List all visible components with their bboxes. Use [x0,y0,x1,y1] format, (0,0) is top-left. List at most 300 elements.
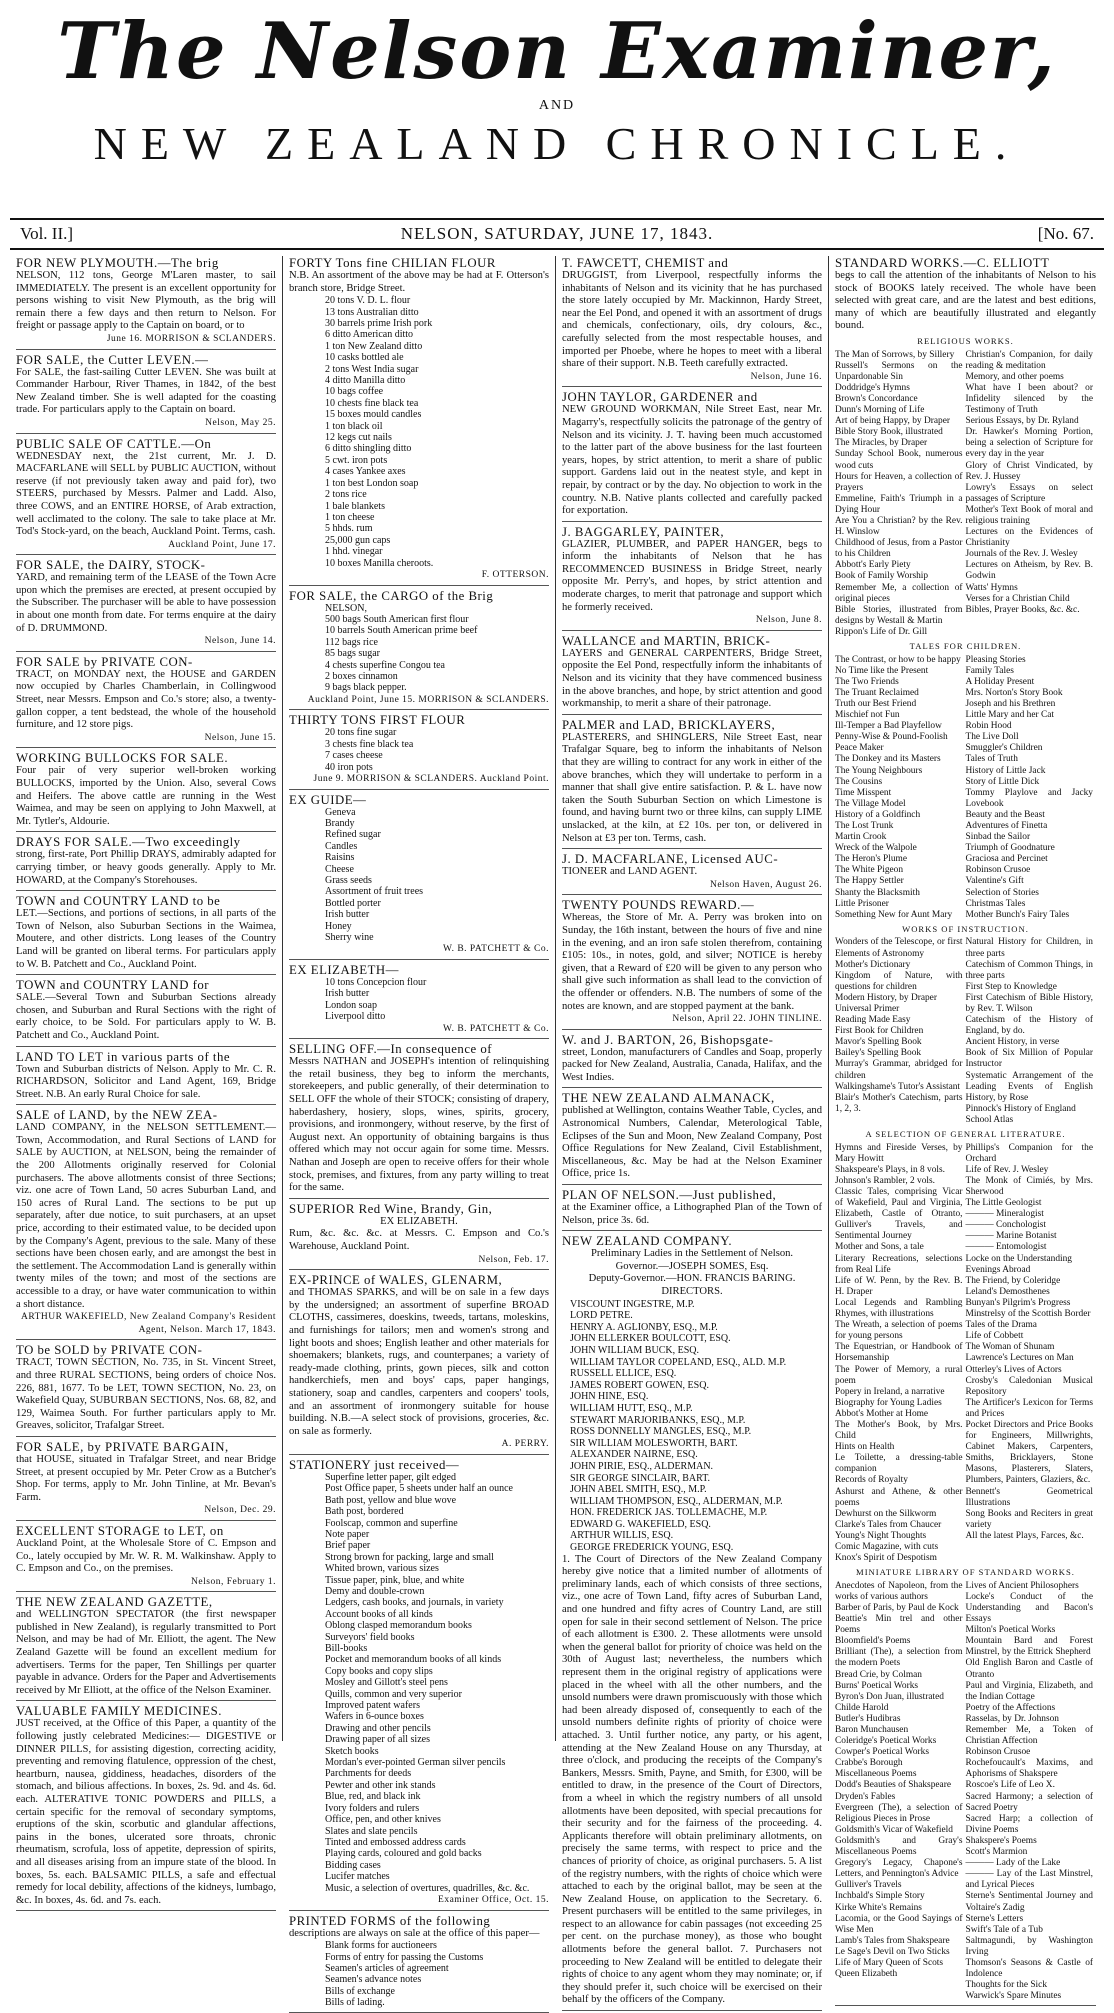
book-title: Bailey's Spelling Book [835,1048,922,1059]
book-title: Sacred Harmony; a selection of Sacred Poetry [965,1791,1093,1813]
book-list [835,1581,1096,2003]
book-title: Comic Magazine, with cuts [835,1542,939,1552]
advertisement [16,256,276,350]
advertisement [16,558,276,652]
book-title: School Atlas [965,1114,1014,1125]
ad-body: TRACT, on MONDAY next, the HOUSE and GARDEN now occupied by Charles Chamberlain, in Collingwood Street, near Messrs. Empson and Co.'s store; also, a twenty-gallon copper, a tent bedstead, the whole of the household furniture, and 12 store pigs. [16,668,276,731]
ad-body: Auckland Point, at the Wholesale Store of C. Empson and Co., lately occupied by Mr. W. R. M. Walkinshaw. Apply to C. Empson and Co., on the premises. [16,1537,276,1575]
ad-heading: PUBLIC SALE OF CATTLE.—On [16,436,212,451]
book-title: Peace Maker [835,743,884,754]
ad-item-list [289,1940,549,2008]
book-title: Memory, and other poems [965,371,1064,382]
book-title: Poetry of the Affections [965,1702,1056,1713]
ad-signature: ARTHUR WAKEFIELD, New Zealand Company's Resident Agent, Nelson. March 17, 1843. [20,1312,276,1335]
advertisement [16,1343,276,1437]
book-title: Local Legends and Rambling Rhymes, with illustrations [835,1297,963,1320]
ad-item-list [289,295,549,569]
director-name: STEWART MARJORIBANKS, ESQ., M.P. [570,1414,746,1426]
company-body: 1. The Court of Directors of the New Zealand Company hereby give notice that a limited number of allotments of preliminary lands, each of which consists of three sections, viz., one acre of Town Land, fifty acres of Suburban Land, and one hundred and fifty acres of Country Land, are still open for sale in their second settlement of Nelson. The price of each allotment is £300. 2. These allotments were unsold when the general ballot for priority of choice was held on the 30th of August last; nevertheless, the numbers which represent them in the original registry of applications were placed in the wheel with all the other numbers, and the unsold numbers were drawn promiscuously with those which had been already disposed of, consequently to each of the unsold numbers definite rights of priority of choice were attached. 3. Until further notice, any party, or his agent, attending at the New Zealand House on any Thursday, at three o'clock, and producing the receipts of the Company's Bankers, Messrs. Smith, Payne, and Smith, for £300, will be entitled to draw, in the presence of the Court of Directors, from a wheel in which the registry numbers of all unsold allotments have been deposited, with special precautions for their security and for the fairness of the proceeding. 4. Applicants therefore will obtain preliminary allotments, on precisely the same terms, with respect to price and the chances of priority of choice, as original purchasers. 5. A list of the registry numbers, with the rights of choice which were attached to each by the original ballot, may be seen at the New Zealand House, on application to the Secretary. 6. Present purchasers will be entitled to the same privileges, in respect to an allowance for cabin passages (not exceeding 25 per cent. on the purchase money), as those who bought allotments before the general ballot. 7. Purchasers not proceeding to New Zealand will be entitled to delegate their rights of choice to any agent whom they may nominate; or, if they should prefer it, such choice will be exercised on their behalf by the officers of the Company. [562,1553,822,2006]
book-title: Leland's Demosthenes [965,1286,1050,1297]
list-item: NELSON, [325,602,367,614]
list-item: 2 boxes cinnamon [325,670,398,682]
book-title: The Little Geologist [965,1198,1042,1209]
book-title: Johnson's Rambler, 2 vols. [835,1175,936,1186]
book-title: The Young Neighbours [835,765,923,776]
company-deputy: Deputy-Governor.—HON. FRANCIS BARING. [588,1273,796,1285]
book-title: Mother Bunch's Fairy Tales [965,909,1070,920]
ad-heading: STATIONERY just received— [289,1457,460,1472]
book-title: Bunyan's Pilgrim's Progress [965,1297,1071,1308]
advertisement [562,1091,822,1185]
list-item: Blue, red, and black ink [325,1791,421,1803]
ad-signature: Nelson, June 14. [204,636,276,647]
book-title: Universal Primer [835,1004,900,1014]
advertisement [289,589,549,711]
book-title: Mrs. Norton's Story Book [965,687,1063,698]
ad-heading: FOR SALE, the CARGO of the Brig [289,588,494,603]
ad-heading: DRAYS FOR SALE.—Two exceedingly [16,835,241,850]
book-title: Pleasing Stories [965,654,1026,665]
book-title: Le Sage's Devil on Two Sticks [835,1946,950,1957]
book-title: Journals of the Rev. J. Wesley [965,549,1078,560]
book-section-label: A SELECTION OF GENERAL LITERATURE. [865,1129,1066,1140]
list-item: Demy and double-crown [325,1585,425,1597]
list-item: Foolscap, common and superfine [325,1517,458,1529]
book-title: Mother's Dictionary [835,959,911,970]
advertisement [16,978,276,1046]
book-title: ——— Conchologist [965,1220,1046,1231]
book-title: Thoughts for the Sick [965,1980,1048,1991]
ad-body: published at Wellington, contains Weather Table, Cycles, and Astronomical Numbers, Calendar, Meterological Table, Eclipses of the Sun and Moon, New Zealand Company, Post Office Regulations for New Zealand, Civil Establishment, Miscellaneous, &c. May be had at the Nelson Examiner Office, price 1s. [562,1105,822,1180]
book-title: Evergreen (The), a selection of Religious Pieces in Prose [835,1802,963,1824]
ad-signature: Nelson, June 16. [750,371,822,382]
ad-heading: VALUABLE FAMILY MEDICINES. [16,1704,222,1719]
book-title: Miscellaneous Poems [835,1769,917,1780]
book-section-label: RELIGIOUS WORKS. [917,335,1014,346]
book-title: Inchbald's Simple Story [835,1891,925,1902]
list-item: Raisins [325,852,355,864]
book-title: Goldsmith's and Gray's Miscellaneous Poems [835,1835,963,1858]
director-name: JOHN WILLIAM BUCK, ESQ. [570,1344,699,1356]
list-item: 10 chests fine black tea [325,397,419,409]
ad-body: LAND COMPANY, in the NELSON SETTLEMENT.—Town, Accommodation, and Rural Sections of LAND for SALE by AUCTION, at NELSON, being the remainder of the 200 Allotments originally reserved for Colonial purchasers. The above allotments consist of three Sections; viz. one acre of Town Land, 50 acres Suburban Land, and 150 acres of Rural Land. The sections to be put up separately, after due notice, to suit purchasers, at an upset price, according to their estimated value, to be decided upon by the Company's Agent, previous to the sale. Many of these sections have been chosen early, and are amongst the best in the settlement. The Accommodation Land is generally within twenty miles of the town; and most of the sections are accessible to a dray, or have water communication to within a short distance. [16,1122,276,1310]
ad-heading: EX GUIDE— [289,792,367,807]
book-title: Coleridge's Poetical Works [835,1736,937,1747]
book-list-right [966,1143,1097,1565]
book-title: Crosby's Caledonian Musical Repository [965,1375,1093,1397]
book-title: Paul and Virginia, Elizabeth, and the Indian Cottage [965,1680,1093,1702]
ad-signature: Nelson, June 15. [204,732,276,743]
ad-signature: Nelson, Feb. 17. [478,1254,549,1265]
book-list-left [835,1581,966,2003]
book-title: Doddridge's Hymns [835,382,910,393]
advertisement [562,634,822,715]
book-title: Saltmagundi, by Washington Irving [965,1935,1093,1957]
director-name: WILLIAM THOMPSON, ESQ., ALDERMAN, M.P. [570,1495,783,1507]
list-item: Slates and slate pencils [325,1825,418,1837]
ad-body: DRUGGIST, from Liverpool, respectfully informs the inhabitants of Nelson and its vicinity that he has purchased the store lately occupied by Mr. Mackinnon, Hardy Street, near the Eel Pond, and opened it with an assortment of drugs and chemicals, confectionary, oils, dry colours, &c., carefully selected from the most respectable houses, and imported per Phoebe, where he hopes to meet with a liberal share of their support. N.B. Teeth carefully extracted. [562,270,822,370]
book-list-right [966,350,1097,638]
book-title: Warwick's Spare Minutes [965,1991,1062,2002]
ad-heading: T. FAWCETT, CHEMIST and [562,256,729,270]
book-title: Truth our Best Friend [835,698,917,709]
ad-heading: EX-PRINCE of WALES, GLENARM, [289,1273,503,1288]
advertisement [289,256,549,586]
book-title: Milton's Poetical Works [965,1625,1056,1636]
ad-body: Four pair of very superior well-broken working BULLOCKS, imported by the Union. Also, several Cows and Heifers. The above cattle are running in the West Waimea, and may be seen on applying to John Maxwell, at Mr. Tytler's, Aldourie. [16,765,276,827]
ad-signature: Auckland Point, June 17. [168,539,276,550]
list-item: Strong brown for packing, large and small [325,1551,494,1563]
book-title: Mother and Sons, a tale [835,1242,924,1253]
list-item: Brandy [325,818,355,829]
book-title: Kirke White's Remains [835,1902,922,1913]
book-title: Are You a Christian? by the Rev. H. Winslow [835,515,963,538]
director-name: JOHN ELLERKER BOULCOTT, ESQ. [570,1333,731,1345]
book-title: Rochefoucault's Maxims, and Aphorisms of Shakspere [965,1758,1093,1780]
book-title: Ancient History, in verse [965,1037,1060,1048]
book-title: The Miracles, by Draper [835,438,928,449]
book-title: Hints on Health [835,1442,895,1453]
list-item: 10 tons Concepcion flour [325,977,427,989]
list-item: London soap [325,999,377,1011]
company-governor: Governor.—JOSEPH SOMES, Esq. [615,1260,769,1272]
book-title: Byron's Don Juan, illustrated [835,1691,944,1702]
ad-body: at the Examiner office, a Lithographed Plan of the Town of Nelson, price 3s. 6d. [562,1202,822,1226]
director-name: JOHN PIRIE, ESQ., ALDERMAN. [570,1460,714,1472]
list-item: 2 tons rice [325,489,367,501]
book-title: ——— Entomologist [965,1242,1047,1253]
book-title: Old English Baron and Castle of Otranto [965,1658,1093,1680]
book-title: Sterne's Letters [965,1913,1024,1924]
book-title: Butler's Hudibras [835,1713,901,1724]
list-item: Improved patent wafers [325,1700,420,1712]
advertisement [562,898,822,1029]
book-title: Beattie's Min trel and other Poems [835,1614,963,1636]
book-title: Systematic Arrangement of the Leading Events of English History, by Rose [965,1070,1093,1103]
book-title: Otterley's Lives of Actors [965,1364,1062,1375]
advertisement [16,1108,276,1340]
ad-heading: FOR SALE by PRIVATE CON- [16,654,193,669]
director-name: HON. FREDERICK JAS. TOLLEMACHE, M.P. [570,1507,768,1519]
ad-body: SALE.—Several Town and Suburban Sections already chosen, and Suburban and Rural Sections with the right of early choice, to be Sold. For particulars apply to W. B. Patchett and Co., Auckland Point. [16,992,276,1041]
book-title: Sinbad the Sailor [965,832,1031,843]
book-title: The Wreath, a selection of poems for young persons [835,1320,963,1342]
list-item: 5 cwt. iron pots [325,454,388,466]
ad-body: TRACT, TOWN SECTION, No. 735, in St. Vincent Street, and three RURAL SECTIONS, being orders of choice Nos. 226, 881, 1677. To be LET, TOWN SECTION, No. 23, on Wakefield Quay, SUBURBAN SECTIONS, Nos. 68, 82, and 129, Waimea South. For further particulars apply to Mr. Greaves, solicitor, Trafalgar Street. [16,1357,276,1432]
advertisement [289,713,549,789]
book-list-right [966,1581,1097,2003]
ad-heading: J. D. MACFARLANE, Licensed AUC- [562,852,779,867]
ad-heading: THE NEW ZEALAND GAZETTE, [16,1595,213,1610]
advertisement [562,718,822,849]
list-item: 12 kegs cut nails [325,432,392,444]
ad-body: LET.—Sections, and portions of sections, in all parts of the Town of Nelson, also Suburban Sections in the Waimea, Moutere, and other districts. Long leases of the Country Land will be granted on liberal terms. For particulars apply to W. B. Patchett and Co., Auckland Point. [16,908,276,970]
advertisement [562,390,822,521]
book-title: Sacred Harp; a collection of Divine Poems [965,1813,1093,1835]
column-4 [829,256,1102,2002]
book-title: Dewhurst on the Silkworm [835,1508,937,1519]
director-name: ROSS DONNELLY MANGLES, ESQ., M.P. [570,1426,752,1438]
ad-body: WEDNESDAY next, the 21st current, Mr. J. D. MACFARLANE will SELL by PUBLIC AUCTION, without reserve (if not previously taken away and paid for), two STEERS, purchased by Messrs. Palmer and Ladd. Also, three COWS, and an ENTIRE HORSE, of Arab extraction, well acclimated to the colony. The sale to take place at Mr. Tod's Stock-yard, on the beach, Auckland Point. Terms, cash. [16,450,276,538]
ad-item-list [289,1472,549,1894]
list-item: Drawing and other pencils [325,1722,431,1734]
book-title: First Book for Children [835,1026,924,1037]
book-title: Popery in Ireland, a narrative [835,1386,945,1397]
ad-signature: Examiner Office, Oct. 15. [438,1894,549,1905]
list-item: 10 boxes Manilla cheroots. [325,557,434,569]
book-title: Life of Cobbett [965,1331,1024,1342]
list-item: 15 boxes mould candles [325,409,422,421]
book-title: Sterne's Sentimental Journey and Voltaire's Zadig [965,1891,1093,1913]
advertisement [16,353,276,434]
book-title: Catechism of the History of England, by do. [965,1015,1093,1037]
list-item: Sherry wine [325,932,374,944]
book-title: History of Little Jack [965,765,1046,776]
issue-date: NELSON, SATURDAY, JUNE 17, 1843. [400,224,714,243]
book-title: Shakspere's Poems [965,1835,1037,1846]
book-title: Emmeline, Faith's Triumph in a Dying Hour [835,493,963,515]
book-title: Abbott's Early Piety [835,560,911,571]
book-title: The Truant Reclaimed [835,687,919,698]
list-item: 1 ton best London soap [325,477,419,489]
book-title: Book of Family Worship [835,571,929,582]
book-section-label: MINIATURE LIBRARY OF STANDARD WORKS. [856,1567,1075,1578]
book-title: Lacomia, or the Good Sayings of Wise Men [835,1913,963,1935]
book-title: Joseph and his Brethren [965,698,1056,709]
book-title: Time Misspent [835,787,892,798]
book-title: The Woman of Shunam [965,1342,1055,1353]
list-item: 85 bags sugar [325,648,380,660]
book-title: Burns' Poetical Works [835,1680,919,1691]
list-item: Brief paper [325,1540,371,1552]
book-title: The Friend, by Coleridge [965,1275,1061,1286]
book-list [835,655,1096,921]
book-title: The Monk of Cimiés, by Mrs. Sherwood [965,1175,1093,1197]
list-item: Oblong clasped memorandum books [325,1620,472,1632]
book-title: Minstrelsy of the Scottish Border [965,1309,1091,1320]
list-item: 4 ditto Manilla ditto [325,375,406,387]
list-item: Refined sugar [325,829,381,841]
list-item: Forms of entry for passing the Customs [325,1951,484,1963]
volume-label: Vol. II.] [20,224,74,243]
book-title: Book of Six Million of Popular Instructor [965,1048,1093,1070]
list-item: 2 tons West India sugar [325,363,419,375]
ad-body: descriptions are always on sale at the office of this paper— [289,1927,540,1939]
director-name: GEORGE FREDERICK YOUNG, ESQ. [570,1542,734,1554]
list-item: Seamen's advance notes [325,1974,422,1986]
book-title: Graciosa and Percinet [965,854,1048,865]
book-list [835,1143,1096,1565]
ad-heading: SELLING OFF.—In consequence of [289,1042,493,1057]
book-title: Young's Night Thoughts [835,1530,927,1541]
ad-item-list [289,977,549,1023]
book-list-left [835,655,966,921]
book-title: Queen Elizabeth [835,1969,898,1980]
ad-heading: WALLANCE and MARTIN, BRICK- [562,633,771,648]
book-title: Rippon's Life of Dr. Gill [835,626,928,637]
list-item: 10 casks bottled ale [325,352,404,364]
advertisement [16,1704,276,1911]
list-item: Ledgers, cash books, and journals, in variety [325,1597,504,1609]
list-item: 20 tons fine sugar [325,727,397,739]
ad-signature: W. B. PATCHETT & Co. [443,1023,549,1034]
title-conjunction: AND [538,98,576,113]
list-item: 10 bags coffee [325,386,384,398]
advertisement [16,1050,276,1106]
book-title: Smuggler's Children [965,743,1043,754]
book-title: Life of W. Penn, by the Rev. B. H. Draper [835,1275,963,1297]
list-item: Drawing paper of all sizes [325,1734,430,1746]
book-list-right [966,937,1097,1126]
book-title: Locke's Conduct of the Understanding and Bacon's Essays [965,1591,1093,1625]
book-title: Tales of Truth [965,754,1018,765]
list-item: Sketch books [325,1745,379,1757]
book-title: Modern History, by Draper [835,992,937,1003]
ad-body: Rum, &c. &c. &c. at Messrs. C. Empson and Co.'s Warehouse, Auckland Point. [289,1228,549,1252]
book-title: Literary Recreations, selections from Real Life [835,1253,963,1275]
ad-heading: TWENTY POUNDS REWARD.— [562,898,755,913]
columns [10,256,1104,2009]
advertisement [562,852,822,895]
book-section-label: TALES FOR CHILDREN. [909,641,1022,651]
list-item: Bottled porter [325,897,381,909]
column-1 [10,256,283,1906]
ad-item-list [289,727,549,773]
book-title: All the latest Plays, Farces, &c. [965,1530,1084,1541]
book-title: What have I been about? or Infidelity silenced by the Testimony of Truth [965,382,1093,416]
advertisement [289,1202,549,1270]
book-title: Triumph of Goodnature [965,843,1055,854]
list-item: Surveyors' field books [325,1631,415,1643]
book-title: Brilliant (The), a selection from the modern Poets [835,1647,963,1669]
book-title: Beauty and the Beast [965,809,1045,820]
ad-heading: TOWN and COUNTRY LAND to be [16,894,221,909]
book-title: Serious Essays, by Dr. Ryland [965,416,1079,427]
book-title: Little Prisoner [835,898,889,909]
standard-works-ad [835,256,1096,2006]
ad-heading: STANDARD WORKS.—C. ELLIOTT [835,256,1050,270]
advertisement [16,1524,276,1592]
book-title: Childhood of Jesus, from a Pastor to his Children [835,538,963,560]
director-name: ALEXANDER NAIRNE, ESQ. [570,1449,698,1461]
book-title: Pinnock's History of England [965,1103,1076,1114]
book-title: Brown's Concordance [835,393,918,404]
advertisement [562,256,822,387]
book-list-left [835,1143,966,1565]
book-title: Walkingshame's Tutor's Assistant [835,1081,961,1092]
book-title: Verses for a Christian Child [965,593,1070,604]
ad-body: JUST received, at the Office of this Paper, a quantity of the following justly celebrated Medicines:— DIGESTIVE or DINNER PILLS, for assisting digestion, correcting acidity, preventing and removing flatulence, oppression of the chest, heartburn, nausea, giddiness, headaches, disorders of the stomach, and bilious affections. In boxes, 2s. 9d. and 4s. 6d. each. ALTERATIVE TONIC POWDERS and PILLS, a certain specific for the removal of secondary symptoms, eruptions of the skin, scorbutic and glandular affections, pains in the bones, ulcerated sore throats, chronic rheumatism, scrofula, loss of appetite, depression of spirits, and all diseases arising from an impure state of the blood. In boxes, 5s. each. BALSAMIC PILLS, a safe and effectual remedy for local debility, affections of the kidneys, lumbago, &c. In boxes, 4s. 6d. and 7s. each. [16,1718,276,1906]
book-title: Dodd's Beauties of Shakspeare [835,1780,951,1791]
book-title: Sunday School Book, numerous wood cuts [835,449,963,471]
book-title: Dunn's Morning of Life [835,405,925,416]
ad-body: NEW GROUND WORKMAN, Nile Street East, near Mr. Magarry's, respectfully solicits the patronage of the gentry of Nelson and its vicinity. J. T. having been much accustomed to the latter part of the above business for the last fourteen years, hopes, by strict attention, to merit a share of public support. Gardens laid out in the neatest style, and kept in repair, by contract or by the day. No objection to work in the country. N.B. Native plants collected and carefully packed for exportation. [562,404,822,517]
book-title: Bible Stories, illustrated from designs by Westall & Martin [835,604,963,626]
book-title: Martin Crook [835,832,887,843]
ad-body: GLAZIER, PLUMBER, and PAPER HANGER, begs to inform the inhabitants of Nelson that he has RECOMMENCED BUSINESS in Bridge Street, nearly opposite Mr. Perry's, and hopes, by strict attention and moderate charges, to merit that patronage and support which he formerly received. [562,538,822,613]
list-item: 13 tons Australian ditto [325,306,419,318]
book-title: Remember Me, a Token of Christian Affection [965,1725,1093,1747]
ad-subheading: EX ELIZABETH. [380,1215,458,1227]
list-item: 4 chests superfine Congou tea [325,659,445,671]
book-title: Knox's Spirit of Despotism [835,1553,937,1564]
book-title: Phillips's Companion for the Orchard [965,1142,1093,1164]
advertisement [289,963,549,1039]
director-name: HENRY A. AGLIONBY, ESQ., M.P. [570,1321,718,1333]
book-title: First Catechism of Bible History, by Rev. T. Wilson [965,992,1093,1014]
book-title: The Two Friends [835,676,899,687]
book-title: Lawrence's Lectures on Man [965,1353,1074,1364]
book-title: Bloomfield's Poems [835,1636,911,1647]
book-title: Ill-Temper a Bad Playfellow [835,721,942,732]
book-title: Le Toilette, a dressing-table companion [835,1453,963,1475]
book-title: Robin Hood [965,721,1012,732]
book-title: The Happy Settler [835,876,904,887]
ad-signature: Nelson, February 1. [191,1576,276,1587]
book-title: The White Pigeon [835,865,904,876]
ad-body: PLASTERERS, and SHINGLERS, Nile Street East, near Trafalgar Square, beg to inform the inhabitants of Nelson that they are willing to contract for any work in either of the above branches, which they will undertake to perform in a manner that shall give entire satisfaction. P. & L. have now taken the South Suburban Section on which Limestone is found, and having burnt two or three kilns, can supply LIME unslacked, at the kiln, at £2 10s. per ton, or delivered in Nelson at £3 per ton. Terms, cash. [562,731,822,844]
list-item: Bills of exchange [325,1985,395,1997]
list-item: Honey [325,920,352,932]
book-title: Story of Little Dick [965,776,1040,787]
ad-body: Messrs NATHAN and JOSEPH's intention of relinquishing the retail business, they beg to inform the merchants, storekeepers, and public generally, of their determination to SELL OFF the whole of their STOCK; consisting of drapery, haberdashery, hosiery, slops, wines, spirits, grocery, provisions, and ironmongery, without reserve, by the first of August next. An opportunity of obtaining bargains is thus offered which may not occur again for some time. Messrs. Nathan and Joseph are open to receive offers for their whole stock, premises, and fixtures, from any party willing to treat for the same. [289,1056,549,1194]
book-title: Shakspeare's Plays, in 8 vols. [835,1164,946,1175]
book-title: Valentine's Gift [965,876,1024,887]
list-item: 1 ton cheese [325,511,375,523]
book-title: Baron Munchausen [835,1725,909,1735]
list-item: 1 hhd. vinegar [325,546,383,558]
ad-signature: Auckland Point, June 15. MORRISON & SCLANDERS. [307,694,549,705]
list-item: 1 bale blankets [325,500,385,512]
book-title: Abbot's Mother at Home [835,1408,929,1419]
company-notice [562,1234,822,2011]
ad-signature: Nelson, April 22. JOHN TINLINE. [672,1014,822,1025]
book-list [835,350,1096,638]
company-heading: NEW ZEALAND COMPANY. [562,1234,733,1249]
ad-signature: W. B. PATCHETT & Co. [443,944,549,955]
list-item: Pewter and other ink stands [325,1779,436,1791]
book-title: The Live Doll [965,732,1019,743]
list-item: Whited brown, various sizes [325,1563,439,1575]
ad-body: LAYERS and GENERAL CARPENTERS, Bridge Street, opposite the Eel Pond, respectfully inform the inhabitants of Nelson and its vicinity that they have commenced business in the above branches, and hope, by strict attention and good workmanship, to merit a share of their patronage. [562,647,822,710]
book-title: Song Books and Reciters in great variety [965,1508,1093,1530]
list-item: 1 ton New Zealand ditto [325,340,423,352]
book-title: Dr. Hawker's Morning Portion, being a selection of Scripture for every day in the year [965,427,1093,460]
list-item: 1 ton black oil [325,420,383,432]
issue-number: [No. 67. [1037,224,1094,243]
book-title: Hours for Heaven, a collection of Prayers [835,471,963,493]
book-title: The Artificer's Lexicon for Terms and Prices [965,1397,1093,1419]
book-title: Wreck of the Walpole [835,843,917,854]
list-item: 10 barrels South American prime beef [325,625,478,637]
book-title: Selection of Stories [965,887,1039,898]
book-title: Roscoe's Life of Leo X. [965,1780,1055,1791]
list-item: Playing cards, coloured and gold backs [325,1848,482,1860]
list-item: Wafers in 6-ounce boxes [325,1711,424,1723]
book-title: Life of Mary Queen of Scots [835,1957,944,1968]
book-title: Mavor's Spelling Book [835,1037,922,1048]
book-title: Bibles, Prayer Books, &c. &c. [965,604,1080,615]
director-name: RUSSELL ELLICE, ESQ. [570,1368,677,1380]
list-item: Mordan's ever-pointed German silver pencils [325,1757,506,1769]
ad-signature: Nelson Haven, August 26. [709,879,822,890]
book-title: Art of being Happy, by Draper [835,416,950,427]
ad-signature: A. PERRY. [501,1439,549,1450]
director-name: WILLIAM HUTT, ESQ., M.P. [570,1402,693,1414]
ad-signature: Nelson, May 25. [205,417,276,428]
director-name: LORD PETRE. [570,1310,633,1322]
list-item: Tissue paper, pink, blue, and white [325,1574,465,1586]
